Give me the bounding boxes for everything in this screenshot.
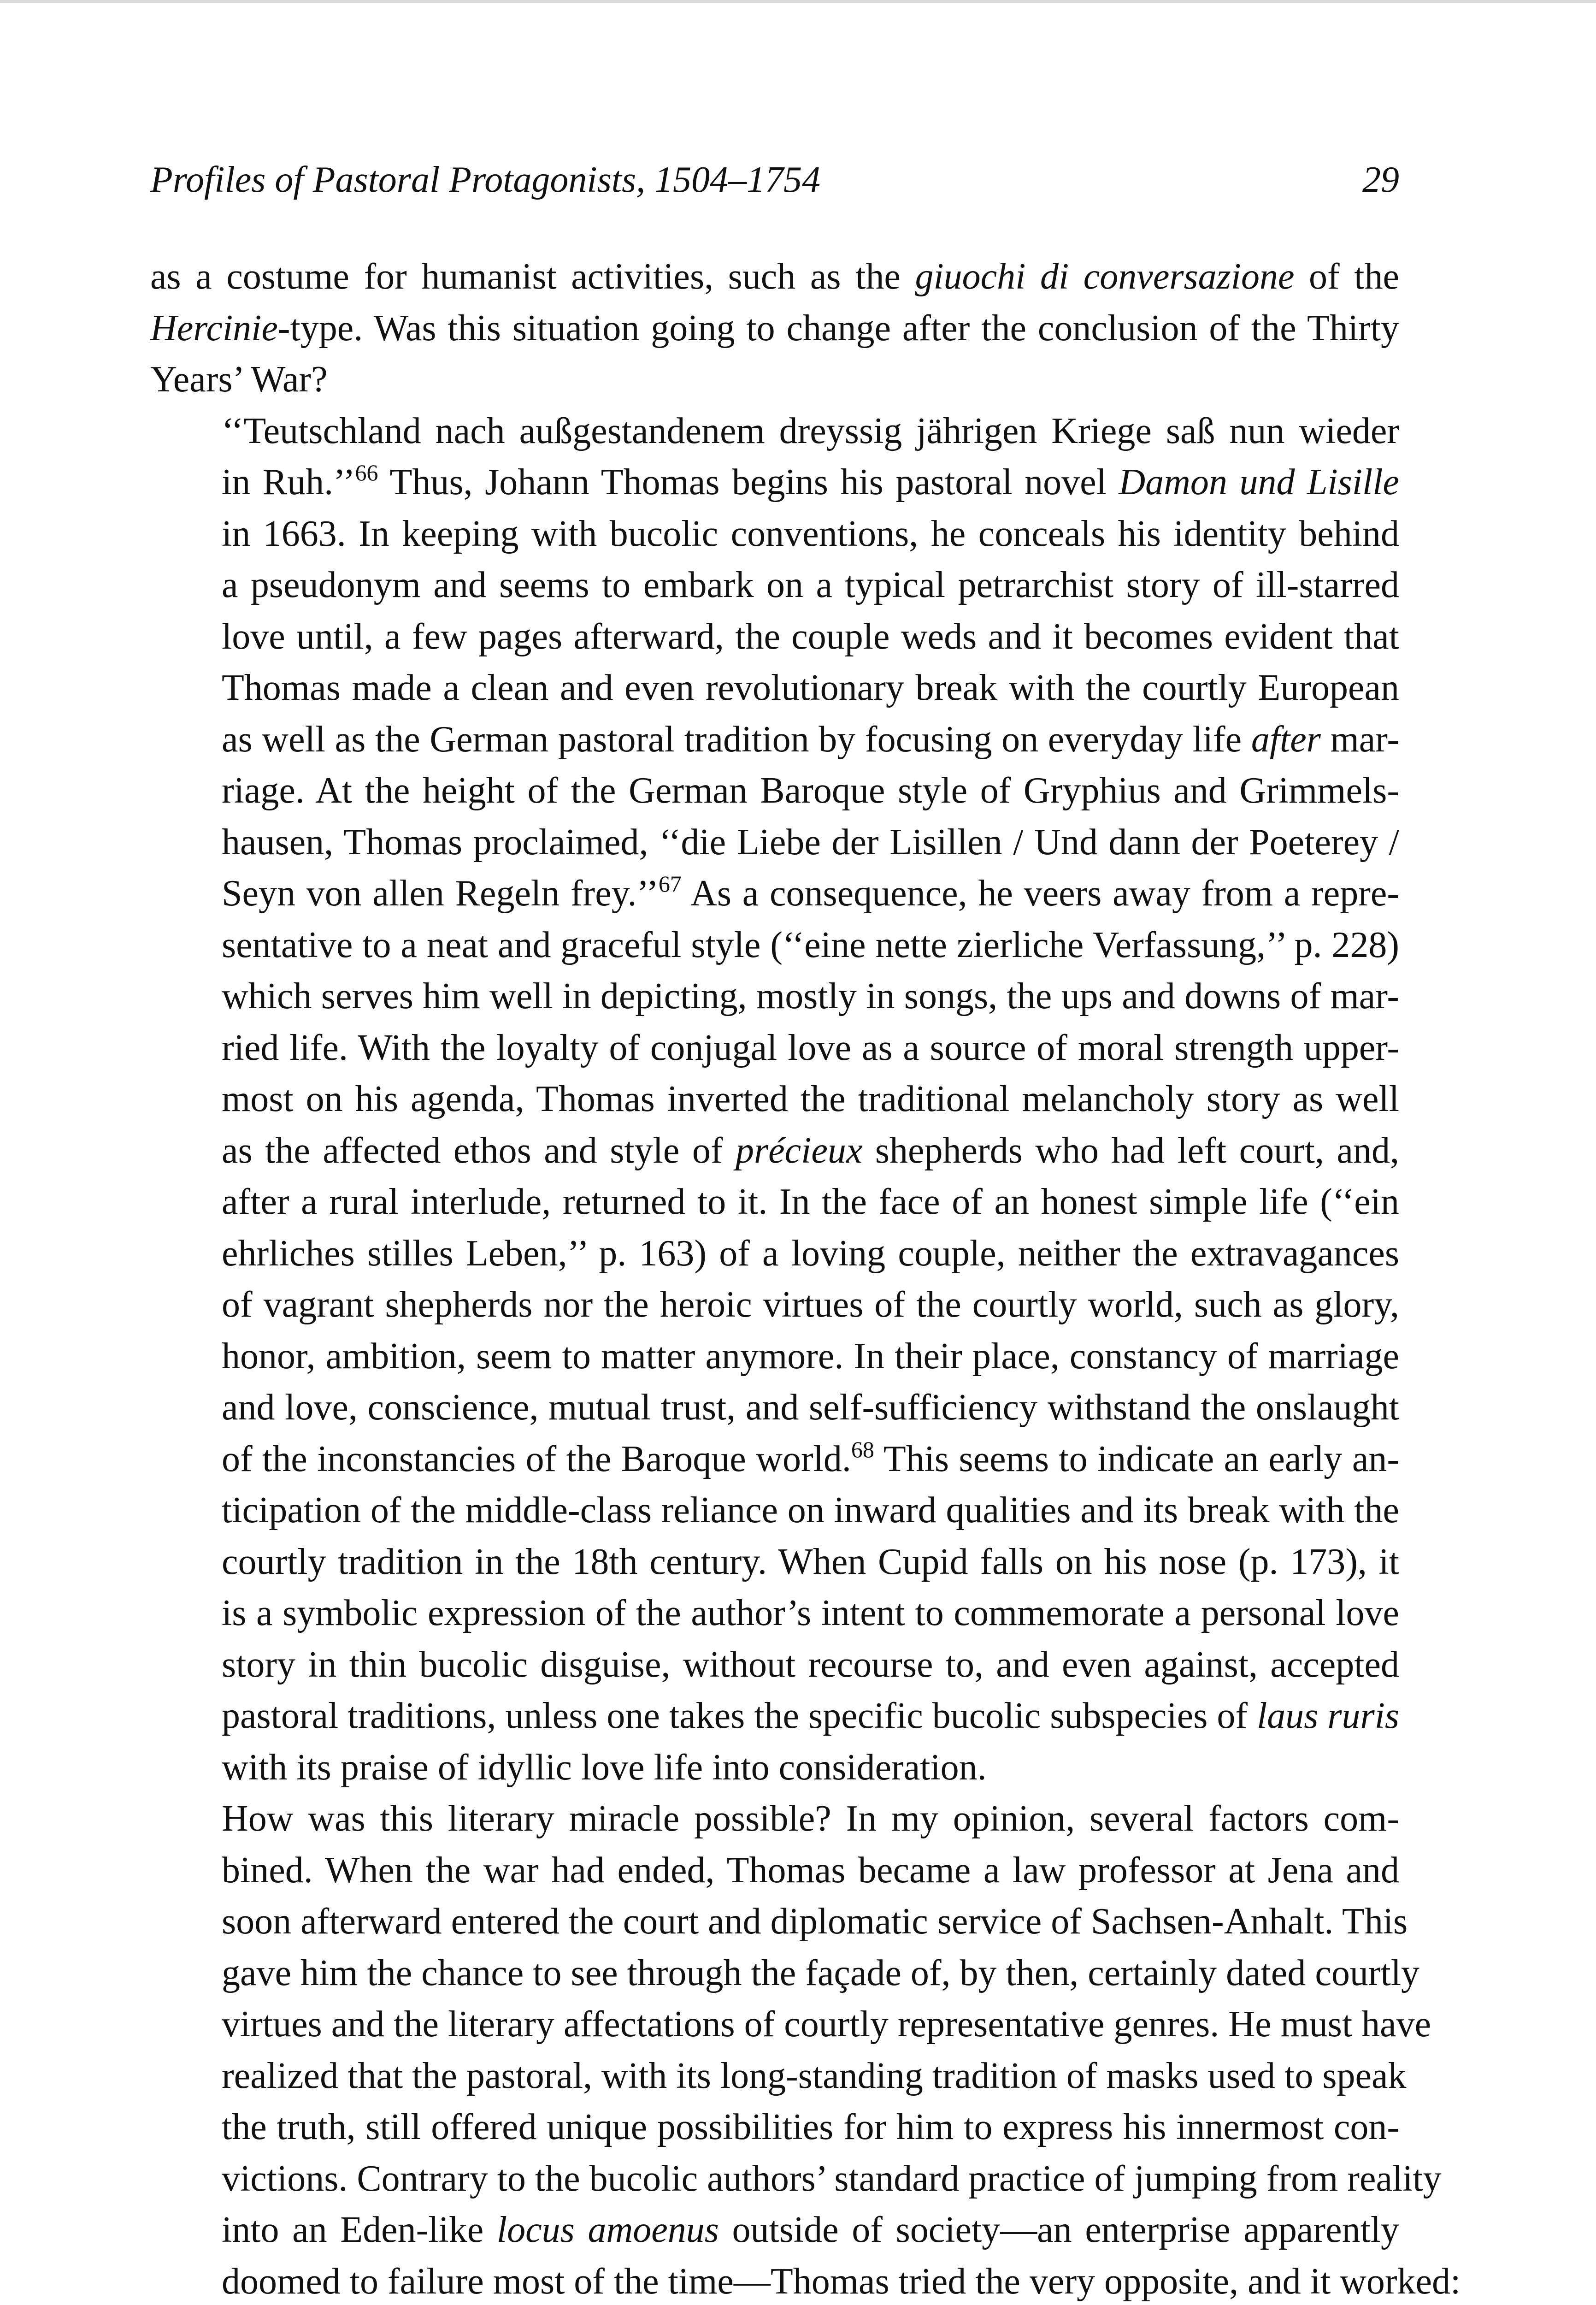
emphasis: locus amoenus — [496, 2210, 719, 2250]
text-line: riage. At the height of the German Baroque style of Gryphius and Grimmels- — [222, 770, 1399, 811]
text-line: How was this literary miracle possible? In my opinion, several factors com- — [222, 1798, 1399, 1839]
emphasis: after — [1251, 719, 1321, 760]
text-line: bined. When the war had ended, Thomas became a law professor at Jena and — [222, 1850, 1399, 1891]
text-line: love until, a few pages afterward, the couple weds and it becomes evident that — [222, 616, 1399, 657]
paragraph — [150, 251, 1399, 406]
page-number: 29 — [1362, 160, 1399, 200]
text-line: ehrliches stilles Leben,’’ p. 163) of a loving couple, neither the extravagances — [222, 1233, 1399, 1274]
text-line: with its praise of idyllic love life into consideration. — [222, 1747, 987, 1788]
text-line: victions. Contrary to the bucolic authors’ standard practice of jumping from reality — [222, 2158, 1442, 2199]
text-line: ticipation of the middle-class reliance on inward qualities and its break with the — [222, 1490, 1399, 1531]
text-line: doomed to failure most of the time—Thomas tried the very opposite, and it worked: — [222, 2261, 1461, 2302]
body-text — [150, 251, 1461, 2305]
page-header — [150, 152, 1399, 207]
text-line: gave him the chance to see through the façade of, by then, certainly dated courtly — [222, 1952, 1419, 1993]
text-line: hausen, Thomas proclaimed, ‘‘die Liebe der Lisillen / Und dann der Poeterey / — [222, 822, 1399, 863]
paragraph — [150, 406, 1399, 1794]
text-line: soon afterward entered the court and diplomatic service of Sachsen-Anhalt. This — [222, 1901, 1408, 1942]
text-line: as well as the German pastoral tradition by focusing on everyday life after mar- — [222, 719, 1399, 760]
running-title: Profiles of Pastoral Protagonists, 1504–1754 — [150, 160, 821, 200]
text-line: a pseudonym and seems to embark on a typical petrarchist story of ill-starred — [222, 565, 1399, 605]
text-line: of the inconstancies of the Baroque world.$^{68}$ This seems to indicate an early an- — [222, 1436, 1399, 1479]
text-line: in 1663. In keeping with bucolic conventions, he conceals his identity behind — [222, 513, 1399, 554]
text-line: Seyn von allen Regeln frey.’’$^{67}$ As a consequence, he veers away from a repre- — [222, 871, 1399, 914]
text-line: sentative to a neat and graceful style (‘‘eine nette zierliche Verfassung,’’ p. 228) — [222, 924, 1399, 965]
emphasis: giuochi di conversazione — [915, 256, 1295, 297]
emphasis: Damon und Lisille — [1119, 462, 1400, 502]
text-line: honor, ambition, seem to matter anymore. In their place, constancy of marriage — [222, 1336, 1399, 1377]
footnote-marker: 68 — [851, 1436, 874, 1462]
emphasis: précieux — [736, 1130, 863, 1171]
emphasis: laus ruris — [1257, 1696, 1400, 1736]
footnote-marker: 66 — [355, 460, 378, 485]
text-line: and love, conscience, mutual trust, and self-sufficiency withstand the onslaught — [222, 1387, 1399, 1428]
text-line: is a symbolic expression of the author’s intent to commemorate a personal love — [222, 1593, 1399, 1633]
text-line: which serves him well in depicting, mostly in songs, the ups and downs of mar- — [222, 976, 1399, 1017]
text-line: pastoral traditions, unless one takes the specific bucolic subspecies of laus ruris — [222, 1696, 1400, 1736]
text-line: Years’ War? — [150, 359, 328, 400]
text-line: after a rural interlude, returned to it. In the face of an honest simple life (‘‘ein — [222, 1182, 1399, 1222]
scan-top-edge — [0, 0, 1596, 3]
text-line: in Ruh.’’$^{66}$ Thus, Johann Thomas begins his pastoral novel Damon und Lisille — [222, 460, 1400, 502]
text-line: the truth, still offered unique possibilities for him to express his innermost con- — [222, 2107, 1399, 2147]
text-line: as the affected ethos and style of précieux shepherds who had left court, and, — [222, 1130, 1400, 1171]
text-line: realized that the pastoral, with its long-standing tradition of masks used to speak — [222, 2055, 1407, 2096]
text-line: courtly tradition in the 18th century. When Cupid falls on his nose (p. 173), it — [222, 1541, 1399, 1582]
text-line: ried life. With the loyalty of conjugal love as a source of moral strength upper- — [222, 1027, 1399, 1068]
text-line: virtues and the literary affectations of courtly representative genres. He must have — [222, 2004, 1431, 2045]
text-line: of vagrant shepherds nor the heroic virtues of the courtly world, such as glory, — [222, 1284, 1399, 1325]
footnote-marker: 67 — [658, 871, 682, 897]
text-line: ‘‘Teutschland nach außgestandenem dreyssig jährigen Kriege saß nun wieder — [222, 410, 1399, 451]
emphasis: Hercinie — [150, 307, 278, 349]
text-line: most on his agenda, Thomas inverted the traditional melancholy story as well — [222, 1079, 1399, 1119]
text-line: as a costume for humanist activities, such as the giuochi di conversazione of the — [150, 256, 1400, 297]
paragraph — [150, 1793, 1461, 2305]
text-line: into an Eden-like locus amoenus outside of society—an enterprise apparently — [222, 2210, 1400, 2250]
text-line: Hercinie-type. Was this situation going to change after the conclusion of the Thirty — [150, 307, 1399, 349]
text-line: story in thin bucolic disguise, without recourse to, and even against, accepted — [222, 1644, 1399, 1685]
text-line: Thomas made a clean and even revolutionary break with the courtly European — [222, 668, 1399, 708]
